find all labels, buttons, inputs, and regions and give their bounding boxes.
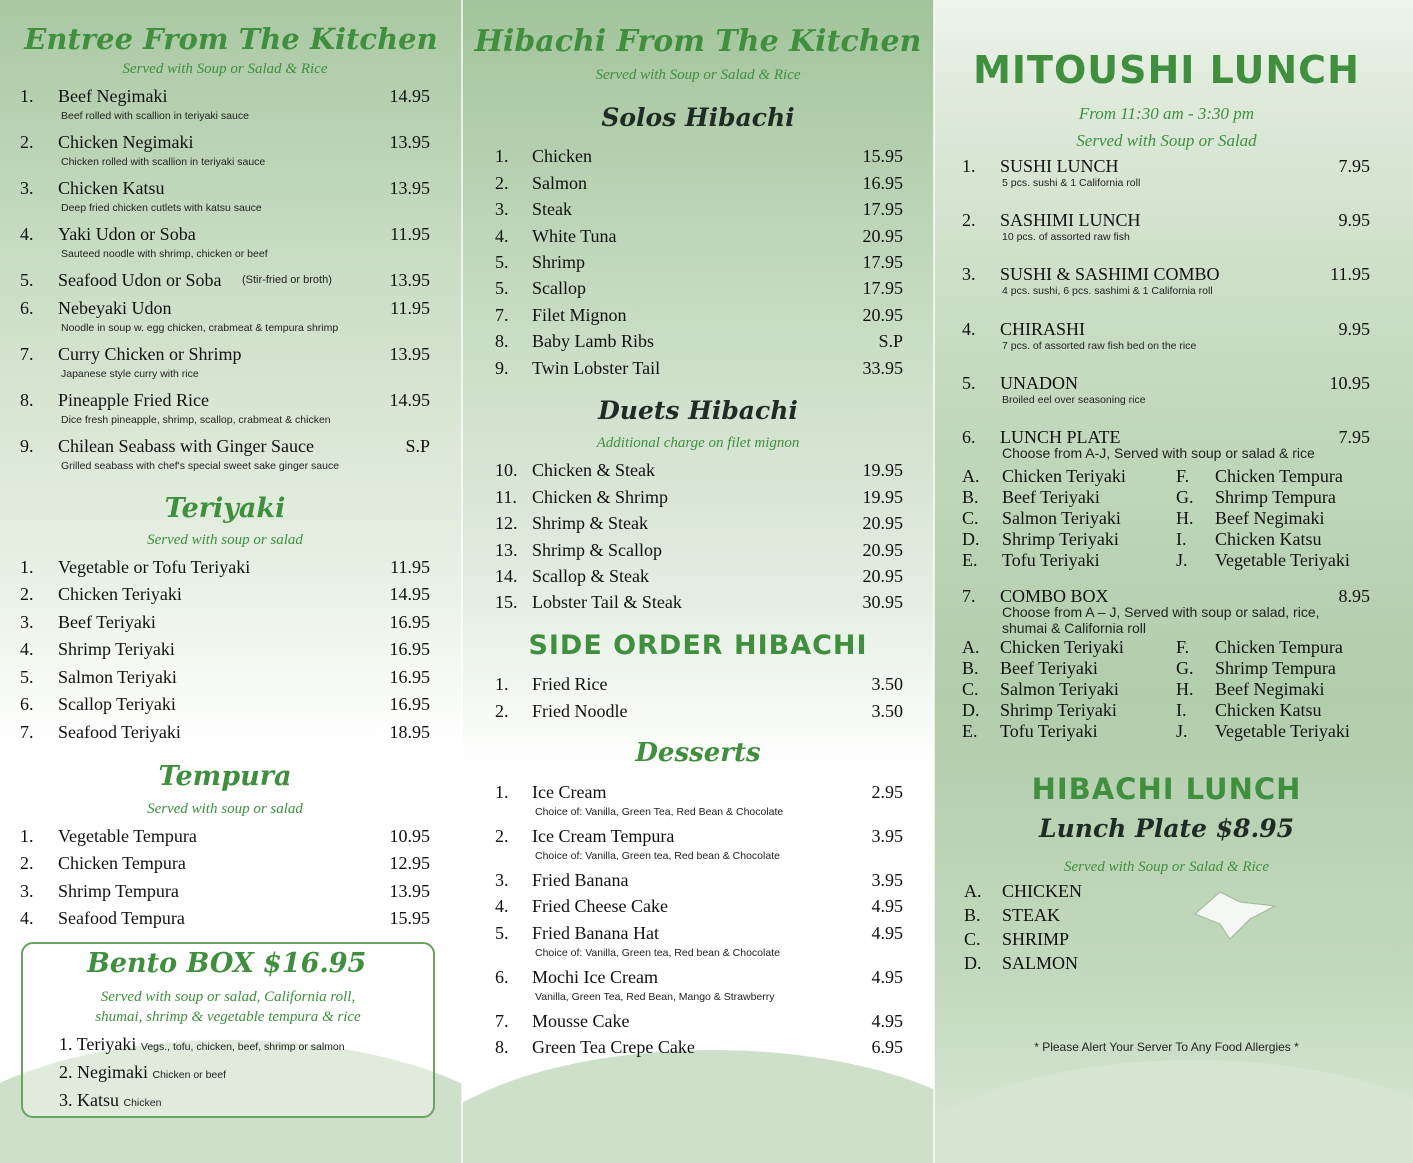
mitoushi-list: 1. SUSHI LUNCH 7.95 5 pcs. sushi & 1 California roll 2. SASHIMI LUNCH 9.95 10 pcs. of assorted raw fish 3. SUSHI & SASHIMI COMBO 11.95 4 pcs. sushi, 6 pcs. sashimi & 1 California roll 4. CHIRASHI 9.95 7 pcs. of assorted raw fish bed on the rice 5. UNADON 10.95 Broiled eel over seasoning rice <box>962 156 1370 406</box>
hibachi-title: Hibachi From The Kitchen <box>474 24 922 59</box>
bento-desc-line1: Served with soup or salad, California roll, <box>100 989 356 1005</box>
hibachi-lunch-plate: Lunch Plate $8.95 <box>1039 814 1294 843</box>
hibachi-subtitle: Served with Soup or Salad & Rice <box>595 67 801 83</box>
paper-tear-mark <box>1190 884 1280 944</box>
side-order-title: SIDE ORDER HIBACHI <box>528 630 868 661</box>
lunch-plate: 6. LUNCH PLATE 7.95 Choose from A-J, Served with soup or salad & rice A. Chicken Teriyaki F. Chicken Tempura B. Beef Teriyaki G. Shrimp Tempura C. Salmon Teriyaki H. Beef Negimaki D. Shrimp Teriyaki I. Chicken Katsu E. Tofu Teriyaki J. Vegetable Teriyaki <box>962 427 1370 570</box>
mitoushi-hours: From 11:30 am - 3:30 pm <box>1078 104 1255 123</box>
combo-box: 7. COMBO BOX 8.95 Choose from A – J, Served with soup or salad, rice, shumai & California roll A. Chicken Teriyaki F. Chicken Tempura B. Beef Teriyaki G. Shrimp Tempura C. Salmon Teriyaki H. Beef Negimaki D. Shrimp Teriyaki I. Chicken Katsu E. Tofu Teriyaki J. Vegetable Teriyaki <box>962 586 1370 741</box>
fold-divider <box>933 0 935 1163</box>
mitoushi-title: MITOUSHI LUNCH <box>973 48 1360 92</box>
bento-price: $16.95 <box>263 948 367 979</box>
list-item: 2. Negimaki Chicken or beef <box>59 1062 227 1082</box>
desserts-list: 1. Ice Cream 2.95 Choice of: Vanilla, Green Tea, Red Bean & Chocolate 2. Ice Cream Tempura 3.95 Choice of: Vanilla, Green tea, Red bean & Chocolate 3. Fried Banana 3.95 4. Fried Cheese Cake 4.95 5. Fried Banana Hat 4.95 Choice of: Vanilla, Green tea, Red bean & Chocolate 6. Mochi Ice Cream 4.95 Vanilla, Green Tea, Red Bean, Mango & Strawberry 7. Mousse Cake 4.95 8. Green Tea Crepe Cake 6.95 <box>495 782 903 1057</box>
fold-divider <box>461 0 463 1163</box>
teriyaki-list: 1. Vegetable or Tofu Teriyaki 11.95 2. Chicken Teriyaki 14.95 3. Beef Teriyaki 16.95 4. Shrimp Teriyaki 16.95 5. Salmon Teriyaki 16.95 6. Scallop Teriyaki 16.95 7. Seafood Teriyaki 18.95 <box>20 557 430 742</box>
duets-subtitle: Additional charge on filet mignon <box>596 435 800 451</box>
teriyaki-subtitle: Served with soup or salad <box>147 532 303 548</box>
tempura-subtitle: Served with soup or salad <box>147 801 303 817</box>
panel-lunch <box>934 0 1413 1163</box>
tempura-list: 1. Vegetable Tempura 10.95 2. Chicken Tempura 12.95 3. Shrimp Tempura 13.95 4. Seafood Tempura 15.95 <box>20 826 430 928</box>
hibachi-lunch-subtitle: Served with Soup or Salad & Rice <box>1064 859 1269 875</box>
bento-desc-line2: shumai, shrimp & vegetable tempura & rice <box>95 1009 361 1025</box>
desserts-title: Desserts <box>635 738 761 768</box>
mitoushi-subtitle: Served with Soup or Salad <box>1076 131 1257 150</box>
solos-list: 1. Chicken 15.95 2. Salmon 16.95 3. Steak 17.95 4. White Tuna 20.95 5. Shrimp 17.95 5. Scallop 17.95 7. Filet Mignon 20.95 8. Baby Lamb Ribs S.P 9. Twin Lobster Tail 33.95 <box>495 146 903 378</box>
side-order-list: 1. Fried Rice 3.50 2. Fried Noodle 3.50 <box>495 674 903 721</box>
tempura-title: Tempura <box>158 761 292 792</box>
entree-list: 1. Beef Negimaki 14.95 Beef rolled with scallion in teriyaki sauce 2. Chicken Negimaki 13.95 Chicken rolled with scallion in teriyaki sauce 3. Chicken Katsu 13.95 Deep fried chicken cutlets with katsu sauce 4. Yaki Udon or Soba 11.95 Sauteed noodle with shrimp, chicken or beef 5. Seafood Udon or Soba (Stir-fried or broth) 13.95 6. Nebeyaki Udon 11.95 Noodle in soup w. egg chicken, crabmeat & tempura shrimp 7. Curry Chicken or Shrimp 13.95 Japanese style curry with rice 8. Pineapple Fried Rice 14.95 Dice fresh pineapple, shrimp, scallop, crabmeat & chicken 9. Chilean Seabass with Ginger Sauce S.P Grilled seabass with chef's special sweet sake ginger sauce <box>20 86 430 472</box>
duets-title: Duets Hibachi <box>598 396 798 425</box>
allergy-note: * Please Alert Your Server To Any Food Allergies * <box>1034 1040 1299 1054</box>
bento-title: Bento BOX <box>87 948 254 979</box>
teriyaki-title: Teriyaki <box>164 493 286 524</box>
solos-title: Solos Hibachi <box>601 103 795 132</box>
entree-title: Entree From The Kitchen <box>24 22 438 56</box>
hibachi-lunch-title: HIBACHI LUNCH <box>1031 772 1302 806</box>
duets-list: 10. Chicken & Steak 19.95 11. Chicken & Shrimp 19.95 12. Shrimp & Steak 20.95 13. Shrimp & Scallop 20.95 14. Scallop & Steak 20.95 15. Lobster Tail & Steak 30.95 <box>495 460 903 612</box>
entree-subtitle: Served with Soup or Salad & Rice <box>122 61 328 77</box>
list-item: 3. Katsu Chicken <box>59 1090 162 1110</box>
bento-box <box>21 942 435 1118</box>
decorative-wave <box>934 1060 1413 1163</box>
panel-hibachi <box>462 0 934 1163</box>
panel-entrees <box>0 0 462 1163</box>
list-item: 1. Teriyaki Vegs., tofu, chicken, beef, shrimp or salmon <box>59 1034 345 1054</box>
hibachi-lunch-list: A. CHICKEN B. STEAK C. SHRIMP D. SALMON <box>964 881 1082 973</box>
